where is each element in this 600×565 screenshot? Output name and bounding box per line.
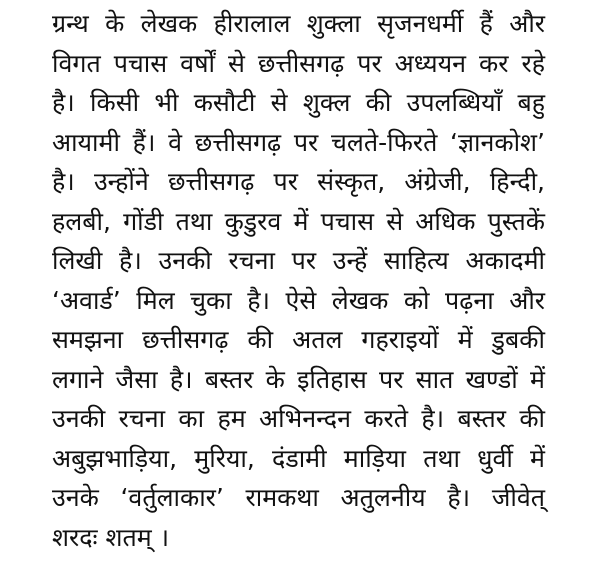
text-line: आयामी हैं। वे छत्तीसगढ़ पर चलते-फिरते ‘ज्ञानकोश’ — [52, 127, 545, 157]
text-line: उनके ‘वर्तुलाकार’ रामकथा अतुलनीय है। जीवेत् — [52, 483, 545, 512]
text-line: है। उन्होंने छत्तीसगढ़ पर संस्कृत, अंग्रेजी, हिन्दी, — [52, 167, 545, 196]
text-line: लिखी है। उनकी रचना पर उन्हें साहित्य अकादमी — [52, 246, 545, 275]
text-line: समझना छत्तीसगढ़ की अतल गहराइयों में डुबकी — [52, 325, 545, 354]
text-line: ‘अवार्ड’ मिल चुका है। ऐसे लेखक को पढ़ना और — [52, 285, 545, 315]
text-line: विगत पचास वर्षों से छत्तीसगढ़ पर अध्ययन कर रहे — [52, 48, 545, 78]
text-line: शरदः शतम् । — [52, 522, 170, 552]
text-paragraph — [52, 4, 545, 557]
text-line: हलबी, गोंडी तथा कुडुरव में पचास से अधिक पुस्तकें — [52, 206, 545, 236]
text-line: लगाने जैसा है। बस्तर के इतिहास पर सात खण्डों में — [52, 364, 545, 394]
text-line: उनकी रचना का हम अभिनन्दन करते है। बस्तर की — [52, 404, 545, 433]
text-line: ग्रन्थ के लेखक हीरालाल शुक्ला सृजनधर्मी हैं और — [52, 9, 545, 38]
text-line: है। किसी भी कसौटी से शुक्ल की उपलब्धियाँ बहु — [52, 88, 545, 117]
text-line: अबुझभाड़िया, मुरिया, दंडामी माड़िया तथा धुर्वी में — [52, 443, 545, 473]
